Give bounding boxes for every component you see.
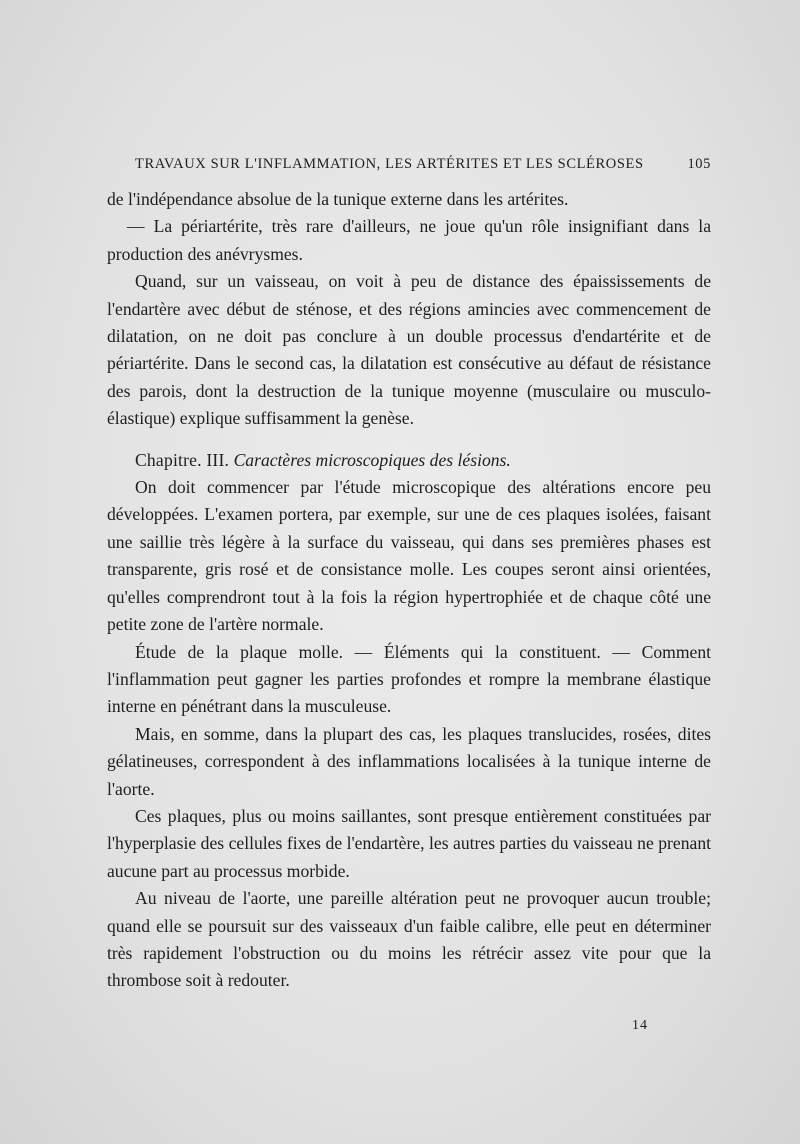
paragraph-aorte: Au niveau de l'aorte, une pareille altération peut ne provoquer aucun trouble; quand elle se poursuit sur des vaisseaux d'un faible calibre, elle peut en déterminer très rapidement l'obstruction ou du moins les rétrécir assez vite pour que la thrombose soit à redouter. (107, 888, 711, 991)
paragraph-plaques-translucides: Mais, en somme, dans la plupart des cas, les plaques translucides, rosées, dites gélatineuses, correspondent à des inflammations localisées à la tunique interne de l'aorte. (107, 723, 711, 799)
body-text (107, 186, 711, 995)
signature-mark: 14 (632, 1018, 648, 1033)
running-header (135, 156, 711, 173)
chapter-heading (107, 447, 711, 474)
chapter-label: Chapitre. III. (135, 449, 230, 470)
paragraph-etude: On doit commencer par l'étude microscopique des altérations encore peu développées. L'examen portera, par exemple, sur une de ces plaques isolées, faisant une saillie très légère à la surface du vaisseau, qui dans ses premières phases est transparente, gris rosé et de consistance molle. Les coupes seront ainsi orientées, qu'elles comprendront tout à la fois la région hypertrophiée et de chaque côté une petite zone de l'artère normale. (107, 477, 711, 635)
paragraph-plaque-molle: Étude de la plaque molle. — Éléments qui la constituent. — Comment l'inflammation peut gagner les parties profondes et rompre la membrane élastique interne en pénétrant dans la musculeuse. (107, 641, 711, 717)
page-number: 105 (687, 156, 711, 172)
paragraph-continuation: de l'indépendance absolue de la tunique externe dans les artérites. (107, 189, 569, 209)
chapter-title: Caractères microscopiques des lésions. (233, 449, 511, 470)
paragraph-dilatation: Quand, sur un vaisseau, on voit à peu de distance des épaississements de l'endartère avec début de sténose, et des régions amincies avec commencement de dilatation, on ne doit pas conclure à un double processus d'endartérite et de périartérite. Dans le second cas, la dilatation est consécutive au défaut de résistance des parois, dont la destruction de la tunique moyenne (musculaire ou musculo-élastique) explique suffisamment la genèse. (107, 271, 711, 429)
running-title: TRAVAUX SUR L'INFLAMMATION, LES ARTÉRITES ET LES SCLÉROSES (135, 156, 644, 172)
paragraph-hyperplasie: Ces plaques, plus ou moins saillantes, sont presque entièrement constituées par l'hyperplasie des cellules fixes de l'endartère, les autres parties du vaisseau ne prenant aucune part au processus morbide. (107, 805, 711, 881)
paragraph-periarterite: — La périartérite, très rare d'ailleurs, ne joue qu'un rôle insignifiant dans la production des anévrysmes. (107, 216, 711, 264)
